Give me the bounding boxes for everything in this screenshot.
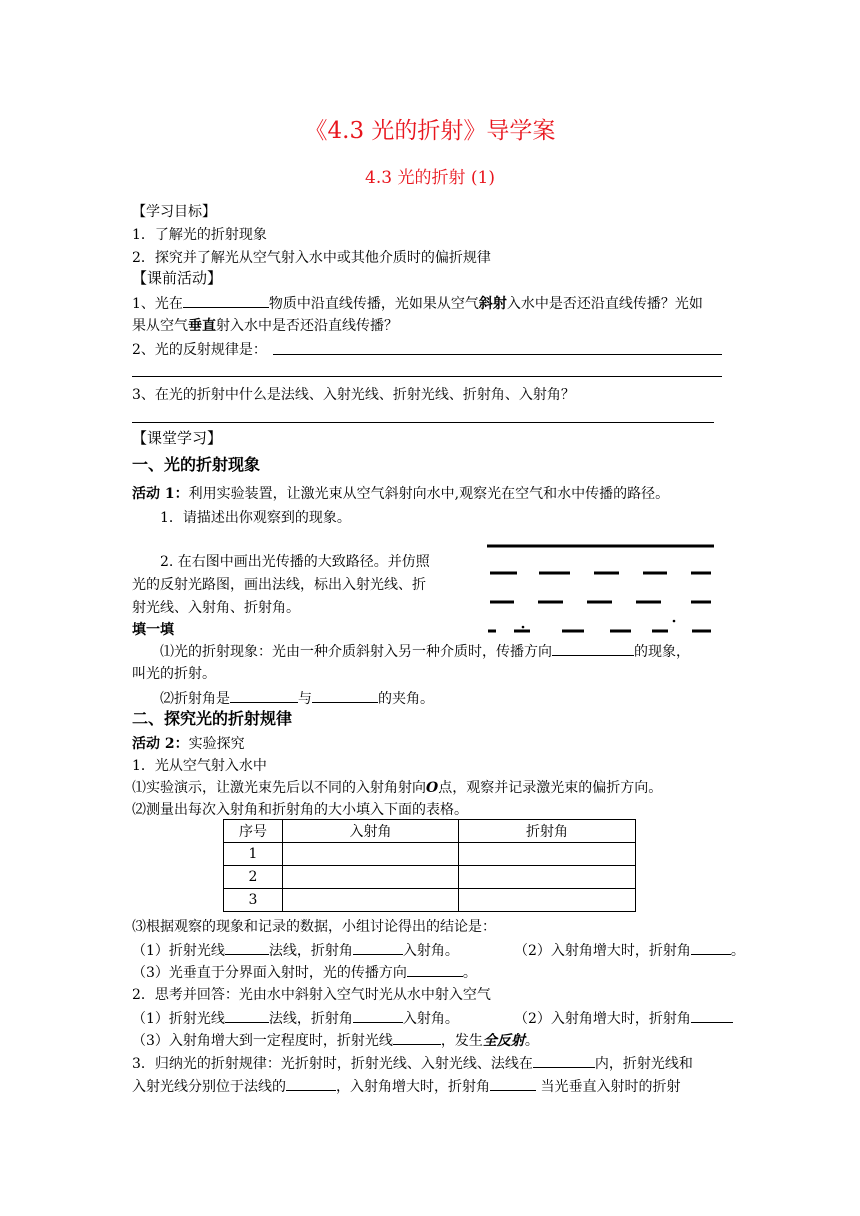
part-1-step-3: ⑶根据观察的现象和记录的数据，小组讨论得出的结论是： — [132, 919, 496, 935]
answer-blank[interactable] — [312, 688, 378, 703]
document-subtitle: 4.3 光的折射 (1) — [365, 168, 495, 188]
goal-item: 2．探究并了解光从空气射入水中或其他介质时的偏折规律 — [132, 250, 491, 266]
section-2-heading: 二、探究光的折射规律 — [132, 709, 293, 728]
answer-blank[interactable] — [552, 641, 634, 656]
answer-blank[interactable] — [183, 293, 269, 308]
answer-blank[interactable] — [225, 1008, 269, 1023]
table-cell-blank[interactable] — [459, 843, 636, 866]
record-table — [223, 819, 636, 912]
activity-1-q1: 1．请描述出你观察到的现象。 — [160, 510, 351, 526]
part-1-step-1: ⑴实验演示，让激光束先后以不同的入射角射向O点，观察并记录激光束的偏折方向。 — [132, 780, 663, 796]
activity-1: 活动 1：利用实验装置，让激光束从空气斜射向水中,观察光在空气和水中传播的路径。 — [132, 486, 670, 502]
answer-blank[interactable] — [533, 1053, 595, 1068]
document-title: 《4.3 光的折射》导学案 — [304, 118, 556, 144]
pre-question-1-cont: 果从空气垂直射入水中是否还沿直线传播？ — [132, 318, 398, 334]
pre-activity-heading: 【课前活动】 — [132, 269, 223, 287]
table-row — [224, 866, 636, 889]
point-mark — [522, 626, 525, 629]
table-cell: 1 — [224, 843, 283, 866]
answer-blank[interactable] — [407, 962, 463, 977]
air-water-diagram[interactable] — [484, 540, 716, 640]
activity-1-q2-cont: 光的反射光路图，画出法线，标出入射光线、折 — [132, 577, 426, 593]
answer-blank[interactable] — [353, 1008, 403, 1023]
answer-blank[interactable] — [691, 1008, 733, 1023]
goals-heading: 【学习目标】 — [132, 204, 216, 220]
activity-2: 活动 2：实验探究 — [132, 736, 245, 752]
part-2-heading: 2．思考并回答：光由水中斜射入空气时光从水中射入空气 — [132, 987, 491, 1003]
pre-question-1: 1、光在 物质中沿直线传播，光如果从空气斜射入水中是否还沿直线传播？光如 — [132, 293, 703, 314]
part-1-heading: 1．光从空气射入水中 — [132, 758, 267, 774]
answer-line[interactable] — [273, 354, 722, 355]
answer-line[interactable] — [132, 422, 714, 423]
answer-blank[interactable] — [286, 1076, 336, 1091]
fill-in-heading: 填一填 — [132, 622, 174, 638]
fill-1-cont: 叫光的折射。 — [132, 666, 216, 682]
pre-question-3: 3、在光的折射中什么是法线、入射光线、折射光线、折射角、入射角？ — [132, 387, 575, 403]
activity-1-q2: 2. 在右图中画出光传播的大致路径。并仿照 — [160, 554, 430, 570]
table-cell: 2 — [224, 866, 283, 889]
table-cell-blank[interactable] — [459, 866, 636, 889]
conclusion-3: （3）光垂直于分界面入射时，光的传播方向 。 — [132, 962, 477, 983]
fill-1: ⑴光的折射现象：光由一种介质斜射入另一种介质时，传播方向 的现象， — [160, 641, 690, 662]
answer-blank[interactable] — [490, 1076, 536, 1091]
table-header-row — [224, 820, 636, 843]
table-row — [224, 843, 636, 866]
answer-blank[interactable] — [393, 1030, 441, 1045]
answer-blank[interactable] — [691, 940, 731, 955]
table-header: 入射角 — [283, 820, 459, 843]
goal-item: 1．了解光的折射现象 — [132, 227, 267, 243]
water-dashes — [488, 573, 711, 631]
table-header: 序号 — [224, 820, 283, 843]
section-1-heading: 一、光的折射现象 — [132, 455, 261, 474]
part-1-step-2: ⑵测量出每次入射角和折射角的大小填入下面的表格。 — [132, 802, 468, 818]
pre-question-2: 2、光的反射规律是： — [132, 342, 267, 358]
answer-2: （2）入射角增大时，折射角 — [514, 1008, 733, 1029]
table-cell-blank[interactable] — [283, 866, 459, 889]
table-cell-blank[interactable] — [459, 889, 636, 912]
table-row — [224, 889, 636, 912]
table-header: 折射角 — [459, 820, 636, 843]
answer-3: （3）入射角增大到一定程度时，折射光线 ，发生全反射。 — [132, 1030, 539, 1051]
fill-2: ⑵折射角是 与 的夹角。 — [160, 688, 434, 709]
conclusion-1: （1）折射光线 法线，折射角 入射角。 — [132, 940, 459, 961]
answer-blank[interactable] — [230, 688, 298, 703]
point-mark — [673, 620, 676, 623]
part-3-cont: 入射光线分别位于法线的 ，入射角增大时，折射角 当光垂直入射时的折射 — [132, 1076, 680, 1097]
conclusion-2: （2）入射角增大时，折射角 。 — [514, 940, 745, 961]
answer-line[interactable] — [132, 376, 722, 377]
class-learning-heading: 【课堂学习】 — [132, 429, 223, 447]
table-cell: 3 — [224, 889, 283, 912]
table-cell-blank[interactable] — [283, 889, 459, 912]
answer-blank[interactable] — [225, 940, 269, 955]
table-cell-blank[interactable] — [283, 843, 459, 866]
answer-1: （1）折射光线 法线，折射角 入射角。 — [132, 1008, 459, 1029]
activity-1-q2-cont: 射光线、入射角、折射角。 — [132, 600, 300, 616]
part-3: 3．归纳光的折射规律：光折射时，折射光线、入射光线、法线在 内，折射光线和 — [132, 1053, 693, 1074]
answer-blank[interactable] — [353, 940, 403, 955]
